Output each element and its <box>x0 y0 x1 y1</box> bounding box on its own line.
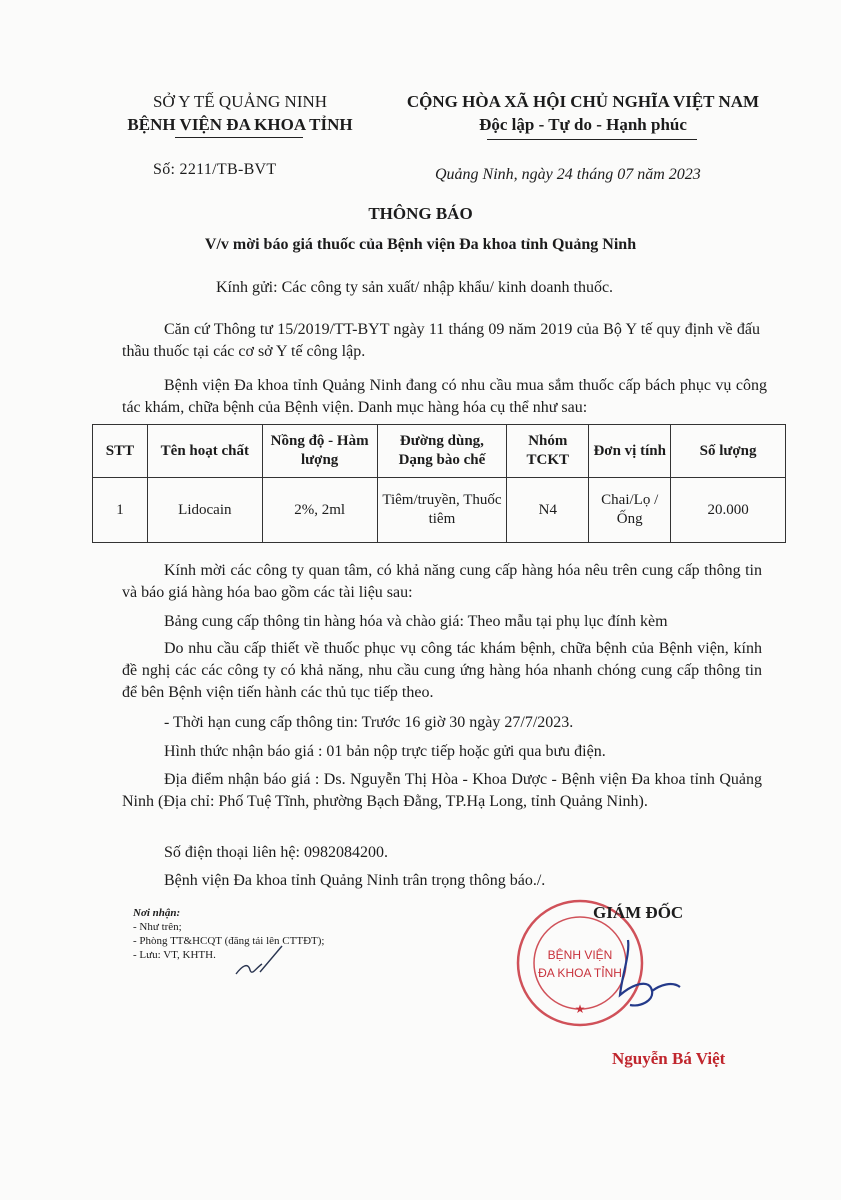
paragraph-submission-method: Hình thức nhận báo giá : 01 bản nộp trực tiếp hoặc gửi qua bưu điện. <box>164 743 606 760</box>
recipients-line: Kính gửi: Các công ty sản xuất/ nhập khẩu/ kinh doanh thuốc. <box>216 279 614 296</box>
header-quantity: Số lượng <box>671 425 786 478</box>
document-subtitle: V/v mời báo giá thuốc của Bệnh viện Đa khoa tỉnh Quảng Ninh <box>204 236 637 253</box>
director-signature <box>600 935 690 1025</box>
recipient-item: - Lưu: VT, KHTH. <box>133 949 216 961</box>
cell-quantity: 20.000 <box>671 478 786 543</box>
paragraph-urgency: Do nhu cầu cấp thiết về thuốc phục vụ công tác khám bệnh, chữa bệnh của Bệnh viện, kính đề nghị các các công ty có khả năng, nhu cầu cung ứng hàng hóa nhanh chóng cung cấp thông tin để bên Bệnh viện tiến hành các thủ tục tiếp theo. <box>122 640 762 701</box>
hospital-underline <box>175 137 303 138</box>
paragraph-phone: Số điện thoại liên hệ: 0982084200. <box>164 844 388 861</box>
header-active-ingredient: Tên hoạt chất <box>147 425 262 478</box>
hospital-name: BỆNH VIỆN ĐA KHOA TỈNH <box>127 115 353 134</box>
cell-group: N4 <box>507 478 589 543</box>
cell-stt: 1 <box>93 478 148 543</box>
table-row <box>93 478 786 543</box>
agency-name: SỞ Y TẾ QUẢNG NINH <box>152 92 328 111</box>
national-motto: Độc lập - Tự do - Hạnh phúc <box>479 115 687 134</box>
paragraph-legal-basis: Căn cứ Thông tư 15/2019/TT-BYT ngày 11 tháng 09 năm 2019 của Bộ Y tế quy định về đấu thầu thuốc tại các cơ sở Y tế công lập. <box>122 321 760 360</box>
paragraph-closing: Bệnh viện Đa khoa tỉnh Quảng Ninh trân trọng thông báo./. <box>164 872 546 889</box>
header-unit: Đơn vị tính <box>589 425 671 478</box>
recipient-item: - Phòng TT&HCQT (đăng tải lên CTTĐT); <box>133 935 325 947</box>
cell-active-ingredient: Lidocain <box>147 478 262 543</box>
table-header-row <box>93 425 786 478</box>
national-header <box>388 90 778 136</box>
motto-underline <box>487 139 697 140</box>
cell-unit: Chai/Lọ /Ống <box>589 478 671 543</box>
recipients-title: Nơi nhận: <box>133 907 181 919</box>
drug-table <box>92 424 786 543</box>
document-title: THÔNG BÁO <box>368 204 473 223</box>
recipient-item: - Như trên; <box>133 921 182 933</box>
paragraph-invitation: Kính mời các công ty quan tâm, có khả năng cung cấp hàng hóa nêu trên cung cấp thông tin và báo giá hàng hóa bao gồm các tài liệu sau: <box>122 562 762 601</box>
paragraph-quote-form: Bảng cung cấp thông tin hàng hóa và chào giá: Theo mẫu tại phụ lục đính kèm <box>164 613 668 630</box>
paragraph-need: Bệnh viện Đa khoa tỉnh Quảng Ninh đang có nhu cầu mua sắm thuốc cấp bách phục vụ công tác khám, chữa bệnh của Bệnh viện. Danh mục hàng hóa cụ thể như sau: <box>122 377 767 416</box>
header-route-form: Đường dùng, Dạng bào chế <box>377 425 507 478</box>
document-number: Số: 2211/TB-BVT <box>153 161 277 178</box>
stamp-line-1: BỆNH VIỆN <box>547 948 613 962</box>
header-stt: STT <box>93 425 148 478</box>
cell-route-form: Tiêm/truyền, Thuốc tiêm <box>377 478 507 543</box>
date-line: Quảng Ninh, ngày 24 tháng 07 năm 2023 <box>435 166 701 183</box>
nation-name: CỘNG HÒA XÃ HỘI CHỦ NGHĨA VIỆT NAM <box>406 92 760 111</box>
cell-concentration: 2%, 2ml <box>262 478 377 543</box>
issuing-organization <box>110 90 370 136</box>
paragraph-deadline: - Thời hạn cung cấp thông tin: Trước 16 giờ 30 ngày 27/7/2023. <box>164 714 574 731</box>
initial-signature <box>232 942 302 982</box>
signer-role: GIÁM ĐỐC <box>593 903 684 922</box>
header-group: Nhóm TCKT <box>507 425 589 478</box>
header-concentration: Nồng độ - Hàm lượng <box>262 425 377 478</box>
stamp-star: ★ <box>574 1002 586 1016</box>
stamp-line-2: ĐA KHOA TỈNH <box>538 966 622 980</box>
signer-name: Nguyễn Bá Việt <box>612 1049 726 1068</box>
paragraph-submission-location: Địa điểm nhận báo giá : Ds. Nguyễn Thị Hòa - Khoa Dược - Bệnh viện Đa khoa tỉnh Quảng Ninh (Địa chỉ: Phố Tuệ Tĩnh, phường Bạch Đằng, TP.Hạ Long, tỉnh Quảng Ninh). <box>122 771 762 810</box>
